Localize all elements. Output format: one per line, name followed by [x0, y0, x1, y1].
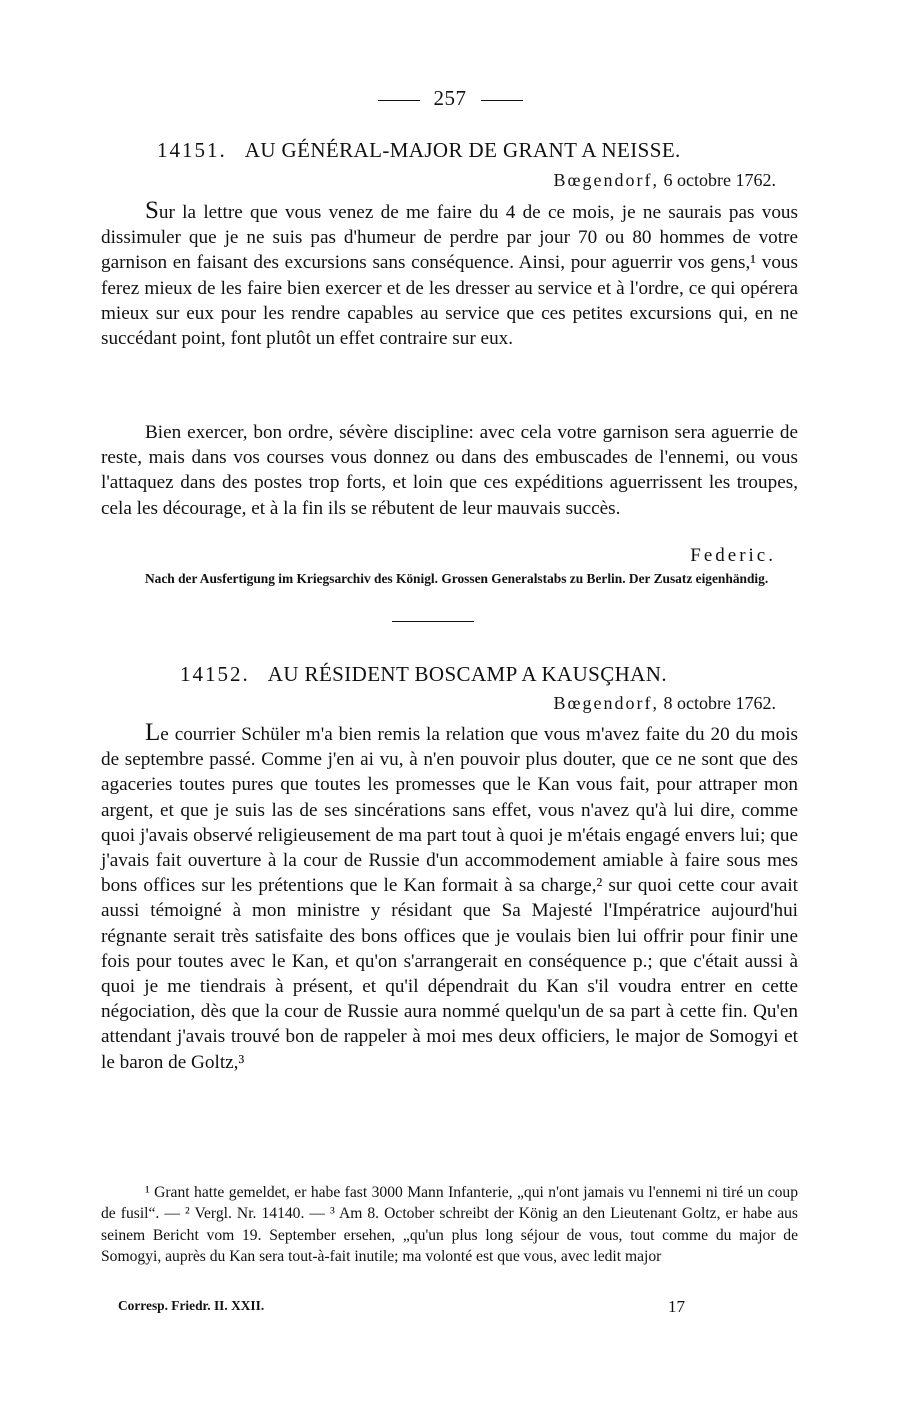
letter1-para1-text: ur la lettre que vous venez de me faire du 4 de ce mois, je ne saurais pas vous dissimuler que je ne suis pas d'humeur de perdre par jour 70 ou 80 hommes de votre garnison en faisant des excursions sans conséquence. Ainsi, pour aguerrir vos gens,¹ vous ferez mieux de les faire bien exercer et de les dresser au service et à l'ordre, ce qui opérera mieux sur eux pour les rendre capables au service que ces petites excursions qui, en ne succédant point, font plutôt un effet contraire sur eux. — [101, 202, 798, 350]
letter2-title: AU RÉSIDENT BOSCAMP A KAUSÇHAN. — [267, 662, 667, 686]
sheet-number: 17 — [668, 1297, 685, 1316]
page-header — [0, 86, 900, 111]
page-number: 257 — [433, 86, 467, 110]
letter1-place: Bœgendorf, — [553, 170, 660, 190]
letter2-paragraph-1 — [101, 720, 798, 1075]
letter1-heading — [157, 138, 854, 163]
letter1-date: 6 octobre 1762. — [663, 170, 776, 190]
letter2-date: 8 octobre 1762. — [663, 693, 776, 713]
header-dash-right — [481, 100, 523, 101]
letter2-dateline — [480, 693, 776, 714]
letter1-paragraph-1 — [101, 198, 798, 351]
footnotes: ¹ Grant hatte gemeldet, er habe fast 3000 Mann Infanterie, „qui n'ont jamais vu l'ennemi ni tiré un coup de fusil“. — ² Vergl. Nr. 14140. — ³ Am 8. October schreibt der König an den Lieutenant Goltz, er habe aus seinem Bericht vom 19. September ersehen, „qu'un plus long séjour de vous, tout comme du major de Somogyi, auprès du Kan sera tout-à-fait inutile; ma volonté est que vous, avec ledit major — [101, 1184, 798, 1266]
letter1-source-note: Nach der Ausfertigung im Kriegsarchiv des Königl. Grossen Generalstabs zu Berlin. Der Zusatz eigenhändig. — [145, 571, 769, 586]
letter1-number: 14151. — [157, 138, 227, 162]
header-dash-left — [378, 100, 420, 101]
letter1-dateline — [480, 170, 776, 191]
signature-mark: Corresp. Friedr. II. XXII. — [118, 1298, 265, 1313]
letter1-dropcap: S — [145, 197, 159, 224]
letter2-number: 14152. — [180, 662, 250, 686]
letter2-place: Bœgendorf, — [553, 693, 660, 713]
page-footer — [118, 1298, 698, 1314]
letter2-dropcap: L — [145, 719, 161, 746]
letter2-para1-text: e courrier Schüler m'a bien remis la relation que vous m'avez faite du 20 du mois de septembre passé. Comme j'en ai vu, à n'en pouvoir plus douter, que ce ne sont que des agaceries toutes pures que toutes les promesses que le Kan vous fait, pour attraper mon argent, et que je suis las de ses sincérations sans effet, vous n'avez qu'à lui dire, comme quoi j'avais observé religieusement de ma part tout à quoi je m'étais engagé envers lui; que j'avais fait ouverture à la cour de Russie d'un accommodement amiable à faire sous mes bons offices sur les prétentions que le Kan formait à sa charge,² sur quoi cette cour avait aussi témoigné à mon ministre y résidant que Sa Majesté l'Impératrice aujourd'hui régnante serait très satisfaite des bons offices que je voulais bien lui offrir pour finir une fois pour toutes avec le Kan, et qu'on s'arrangerait en conséquence p.; que c'était aussi à quoi je me tiendrais à présent, et qu'il dépendrait du Kan s'il voudra entrer en cette négociation, dès que la cour de Russie aura nommé quelqu'un de sa part à cette fin. Qu'en attendant j'avais trouvé bon de rappeler à moi mes deux officiers, le major de Somogyi et le baron de Goltz,³ — [101, 724, 798, 1073]
letter1-paragraph-2: Bien exercer, bon ordre, sévère discipline: avec cela votre garnison sera aguerrie de reste, mais dans vos courses vous donnez ou dans des embuscades de l'ennemi, ou vous l'attaquez dans des postes trop forts, et loin que ces expéditions aguerrissent les troupes, cela les décourage, et à la fin ils se rébutent de leur mauvais succès. — [101, 422, 798, 519]
letter1-title: AU GÉNÉRAL-MAJOR DE GRANT A NEISSE. — [244, 138, 681, 162]
letter1-signature: Federic. — [690, 545, 776, 566]
section-divider — [392, 621, 474, 622]
letter2-heading — [180, 662, 877, 687]
